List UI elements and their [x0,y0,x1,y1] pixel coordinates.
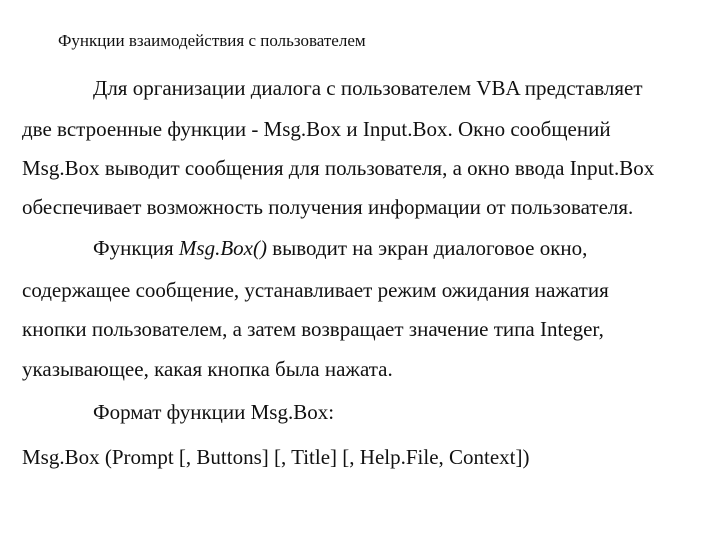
paragraph-2-suffix: выводит на экран диалоговое окно, [266,236,588,260]
paragraph-1-line-4: обеспечивает возможность получения информации от пользователя. [22,195,634,219]
paragraph-1-line-3: Msg.Box выводит сообщения для пользователя, а окно ввода Input.Box [22,156,655,180]
paragraph-2-line-1 [93,236,587,260]
msgbox-syntax: Msg.Box (Prompt [, Buttons] [, Title] [, Help.File, Context]) [22,445,530,469]
paragraph-2-line-3: кнопки пользователем, а затем возвращает значение типа Integer, [22,317,604,341]
paragraph-1-line-1: Для организации диалога с пользователем VBA представляет [93,76,643,100]
paragraph-2-prefix: Функция [93,236,179,260]
format-label: Формат функции Msg.Box: [93,400,335,424]
document-heading: Функции взаимодействия с пользователем [58,31,366,50]
paragraph-2-line-4: указывающее, какая кнопка была нажата. [22,357,393,381]
paragraph-2-line-2: содержащее сообщение, устанавливает режим ожидания нажатия [22,278,609,302]
msgbox-function-name: Msg.Box() [178,236,267,260]
paragraph-1-line-2: две встроенные функции - Msg.Box и Input.Box. Окно сообщений [22,117,611,141]
